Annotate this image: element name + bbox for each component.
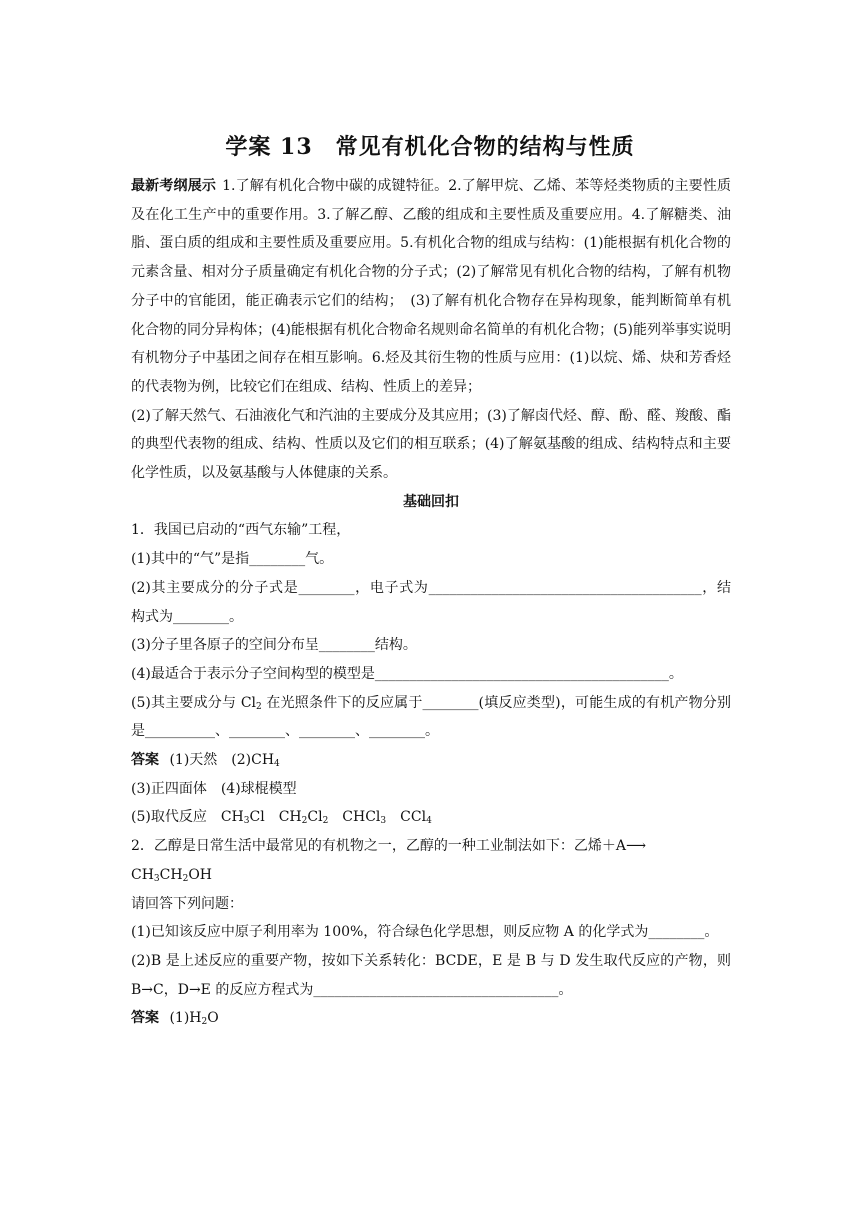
subscript: 4 [426,816,432,827]
formula-text: CH [159,866,183,883]
page-title: 学案 13 常见有机化合物的结构与性质 [225,134,635,160]
q1-part3: (3)分子里各原子的空间分布呈________结构。 [131,637,417,654]
document-body [131,172,731,1033]
answer-text: Cl CH [249,809,302,826]
answer-text: CCl [386,809,427,826]
subscript: 3 [153,873,160,884]
q1-part5-text-2: 在光照条件下的反应属于________(填反应类型)，可能生成的有机产物分别是__________、________、________、________。 [131,694,731,740]
q1-part4: (4)最适合于表示分子空间构型的模型是__________________________________________。 [131,665,683,682]
q1-part2: (2)其主要成分的分子式是________，电子式为_______________________________________，结构式为________。 [131,579,731,625]
q1-part5 [131,689,731,746]
syllabus-paragraph-2: (2)了解天然气、石油液化气和汽油的主要成分及其应用；(3)了解卤代烃、醇、酚、醛、羧酸、酯的典型代表物的组成、结构、性质以及它们的相互联系；(4)了解氨基酸的组成、结构特点和主要化学性质，以及氨基酸与人体健康的关系。 [131,407,731,482]
q2-answer-line [131,1004,731,1033]
answer-text: O [207,1010,219,1027]
formula-text: OH [188,866,212,883]
subscript: 2 [256,701,262,712]
answer-label: 答案 [131,1010,159,1027]
q1-answer-line-1 [131,746,731,775]
subscript: 3 [243,816,250,827]
answer-text: Cl [307,809,323,826]
subscript: 2 [182,873,189,884]
section-heading: 基础回扣 [403,493,459,510]
syllabus-label: 最新考纲展示 [131,178,217,194]
answer-text: (5)取代反应 CH [131,809,244,826]
q2-product [131,861,731,890]
subscript: 4 [274,759,280,770]
subscript: 2 [301,816,308,827]
answer-text: (1)天然 (2)CH [169,752,275,769]
q1-stem: 1．我国已启动的“西气东输”工程， [131,522,351,539]
q1-part1: (1)其中的“气”是指________气。 [131,551,334,568]
subscript: 3 [380,816,387,827]
q1-answer-line-2: (3)正四面体 (4)球棍模型 [131,780,297,797]
answer-label: 答案 [131,752,159,769]
subscript: 2 [201,1017,208,1028]
answer-text: (1)H [169,1010,202,1027]
q1-part5-text: (5)其主要成分与 Cl [131,694,257,711]
subscript: 2 [322,816,329,827]
syllabus-text: 1.了解有机化合物中碳的成键特征。2.了解甲烷、乙烯、苯等烃类物质的主要性质及在化工生产中的重要作用。3.了解乙醇、乙酸的组成和主要性质及重要应用。4.了解糖类、油脂、蛋白质的组成和主要性质及重要应用。5.有机化合物的组成与结构：(1)能根据有机化合物的元素含量、相对分子质量确定有机化合物的分子式；(2)了解常见有机化合物的结构，了解有机物分子中的官能团，能正确表示它们的结构； (3)了解有机化合物存在异构现象，能判断简单有机化合物的同分异构体；(4)能根据有机化合物命名规则命名简单的有机化合物；(5)能列举事实说明有机物分子中基团之间存在相互影响。6.烃及其衍生物的性质与应用：(1)以烷、烯、炔和芳香烃的代表物为例，比较它们在组成、结构、性质上的差异； [131,178,732,395]
answer-text: CHCl [328,809,381,826]
syllabus-paragraph [131,172,731,402]
q2-part1: (1)已知该反应中原子利用率为 100%，符合绿色化学思想，则反应物 A 的化学式为________。 [131,924,719,941]
q2-stem: 2．乙醇是日常生活中最常见的有机物之一，乙醇的一种工业制法如下：乙烯＋A⟶ [131,838,647,855]
q2-part2: (2)B 是上述反应的重要产物，按如下关系转化：BCDE，E 是 B 与 D 发生取代反应的产物，则 B→C，D→E 的反应方程式为___________________________________。 [131,952,731,998]
formula-text: CH [131,866,154,883]
q2-ask: 请回答下列问题： [131,895,243,912]
q1-answer-line-3 [131,803,731,832]
